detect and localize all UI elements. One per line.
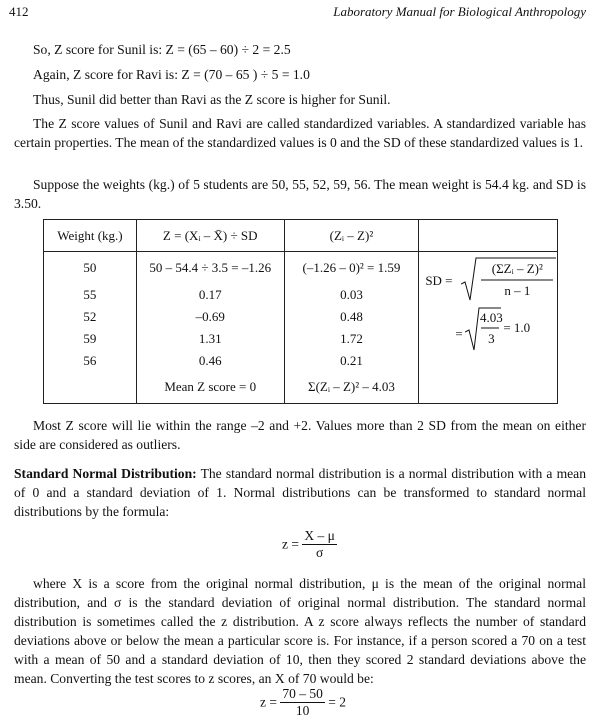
cell-z-squared: 0.03 bbox=[284, 284, 419, 306]
cell-weight: 52 bbox=[44, 306, 137, 328]
cell-z: 50 – 54.4 ÷ 3.5 = –1.26 bbox=[136, 252, 284, 284]
outliers-paragraph: Most Z score will lie within the range –2 and +2. Values more than 2 SD from the mean on either side are considered as outliers. bbox=[14, 418, 586, 452]
z-formula-fraction bbox=[302, 528, 337, 561]
z-example-formula bbox=[260, 686, 346, 719]
ravi-line: Again, Z score for Ravi is: Z = (70 – 65 ) ÷ 5 = 1.0 bbox=[33, 67, 310, 82]
z-example-result: = 2 bbox=[328, 694, 346, 710]
cell-weight: 56 bbox=[44, 350, 137, 372]
z-formula-lhs: z = bbox=[282, 536, 299, 552]
cell-z-squared: 1.72 bbox=[284, 328, 419, 350]
z-formula bbox=[282, 528, 337, 561]
z-example-numerator: 70 – 50 bbox=[282, 686, 323, 701]
footer-empty bbox=[44, 372, 137, 404]
sd-denominator: n – 1 bbox=[504, 283, 531, 298]
sd-result: = 1.0 bbox=[503, 320, 531, 335]
z-example-lhs: z = bbox=[260, 694, 277, 710]
standardized-paragraph: The Z score values of Sunil and Ravi are called standardized variables. A standardized variable has certain properties. The mean of the standardized values is 0 and the SD of these standardized values is 1. bbox=[14, 116, 586, 150]
z-formula-denominator: σ bbox=[315, 545, 324, 560]
z-formula-numerator: X – μ bbox=[304, 528, 335, 543]
cell-z: 0.46 bbox=[136, 350, 284, 372]
z-example-denominator: 10 bbox=[295, 703, 310, 718]
mean-z-score: Mean Z score = 0 bbox=[136, 372, 284, 404]
cell-z-squared: 0.48 bbox=[284, 306, 419, 328]
z-example-fraction bbox=[280, 686, 325, 719]
cell-weight: 59 bbox=[44, 328, 137, 350]
sd-label: SD = bbox=[425, 273, 453, 288]
running-title: Laboratory Manual for Biological Anthropology bbox=[333, 4, 586, 19]
sd-denominator-value: 3 bbox=[488, 331, 495, 346]
cell-z-squared: 0.21 bbox=[284, 350, 419, 372]
cell-z: –0.69 bbox=[136, 306, 284, 328]
snd-paragraph bbox=[14, 464, 586, 521]
page-number: 412 bbox=[9, 4, 29, 19]
sum-z-squared: Σ(Zᵢ – Z)² – 4.03 bbox=[284, 372, 419, 404]
where-paragraph: where X is a score from the original normal distribution, μ is the mean of the original normal distribution, and σ is the standard deviation of original normal distribution. The standard normal distribution is sometimes called the z distribution. A z score always reflects the number of standard deviations above or below the mean a particular score is. For instance, if a person scored a 70 on a test with a mean of 50 and a standard deviation of 10, then they scored 2 standard deviations above the mean. Converting the test scores to z scores, an X of 70 would be: bbox=[14, 576, 586, 686]
cell-z: 0.17 bbox=[136, 284, 284, 306]
header-z: Z = (Xᵢ – X̄) ÷ SD bbox=[136, 220, 284, 252]
z-score-table bbox=[43, 219, 558, 404]
header-z-squared: (Zᵢ – Z)² bbox=[284, 220, 419, 252]
cell-weight: 55 bbox=[44, 284, 137, 306]
cell-z-squared: (–1.26 – 0)² = 1.59 bbox=[284, 252, 419, 284]
cell-weight: 50 bbox=[44, 252, 137, 284]
snd-heading: Standard Normal Distribution: bbox=[14, 466, 197, 481]
header-weight: Weight (kg.) bbox=[44, 220, 137, 252]
table-row bbox=[44, 252, 558, 284]
sunil-line: So, Z score for Sunil is: Z = (65 – 60) ÷ 2 = 2.5 bbox=[33, 42, 291, 57]
sd-numerator: (ΣZᵢ – Z)² bbox=[491, 261, 543, 276]
sd-equals: = bbox=[455, 326, 463, 341]
weights-paragraph: Suppose the weights (kg.) of 5 students are 50, 55, 52, 59, 56. The mean weight is 54.4 kg. and SD is 3.50. bbox=[14, 177, 586, 211]
sd-numerator-value: 4.03 bbox=[479, 310, 503, 325]
cell-z: 1.31 bbox=[136, 328, 284, 350]
conclusion-line: Thus, Sunil did better than Ravi as the Z score is higher for Sunil. bbox=[33, 92, 391, 107]
snd-text: The standard normal distribution is a normal distribution with a mean of 0 and a standard deviation of 1. Normal distributions can be transformed to standard normal distributions by the formula: bbox=[14, 466, 587, 519]
